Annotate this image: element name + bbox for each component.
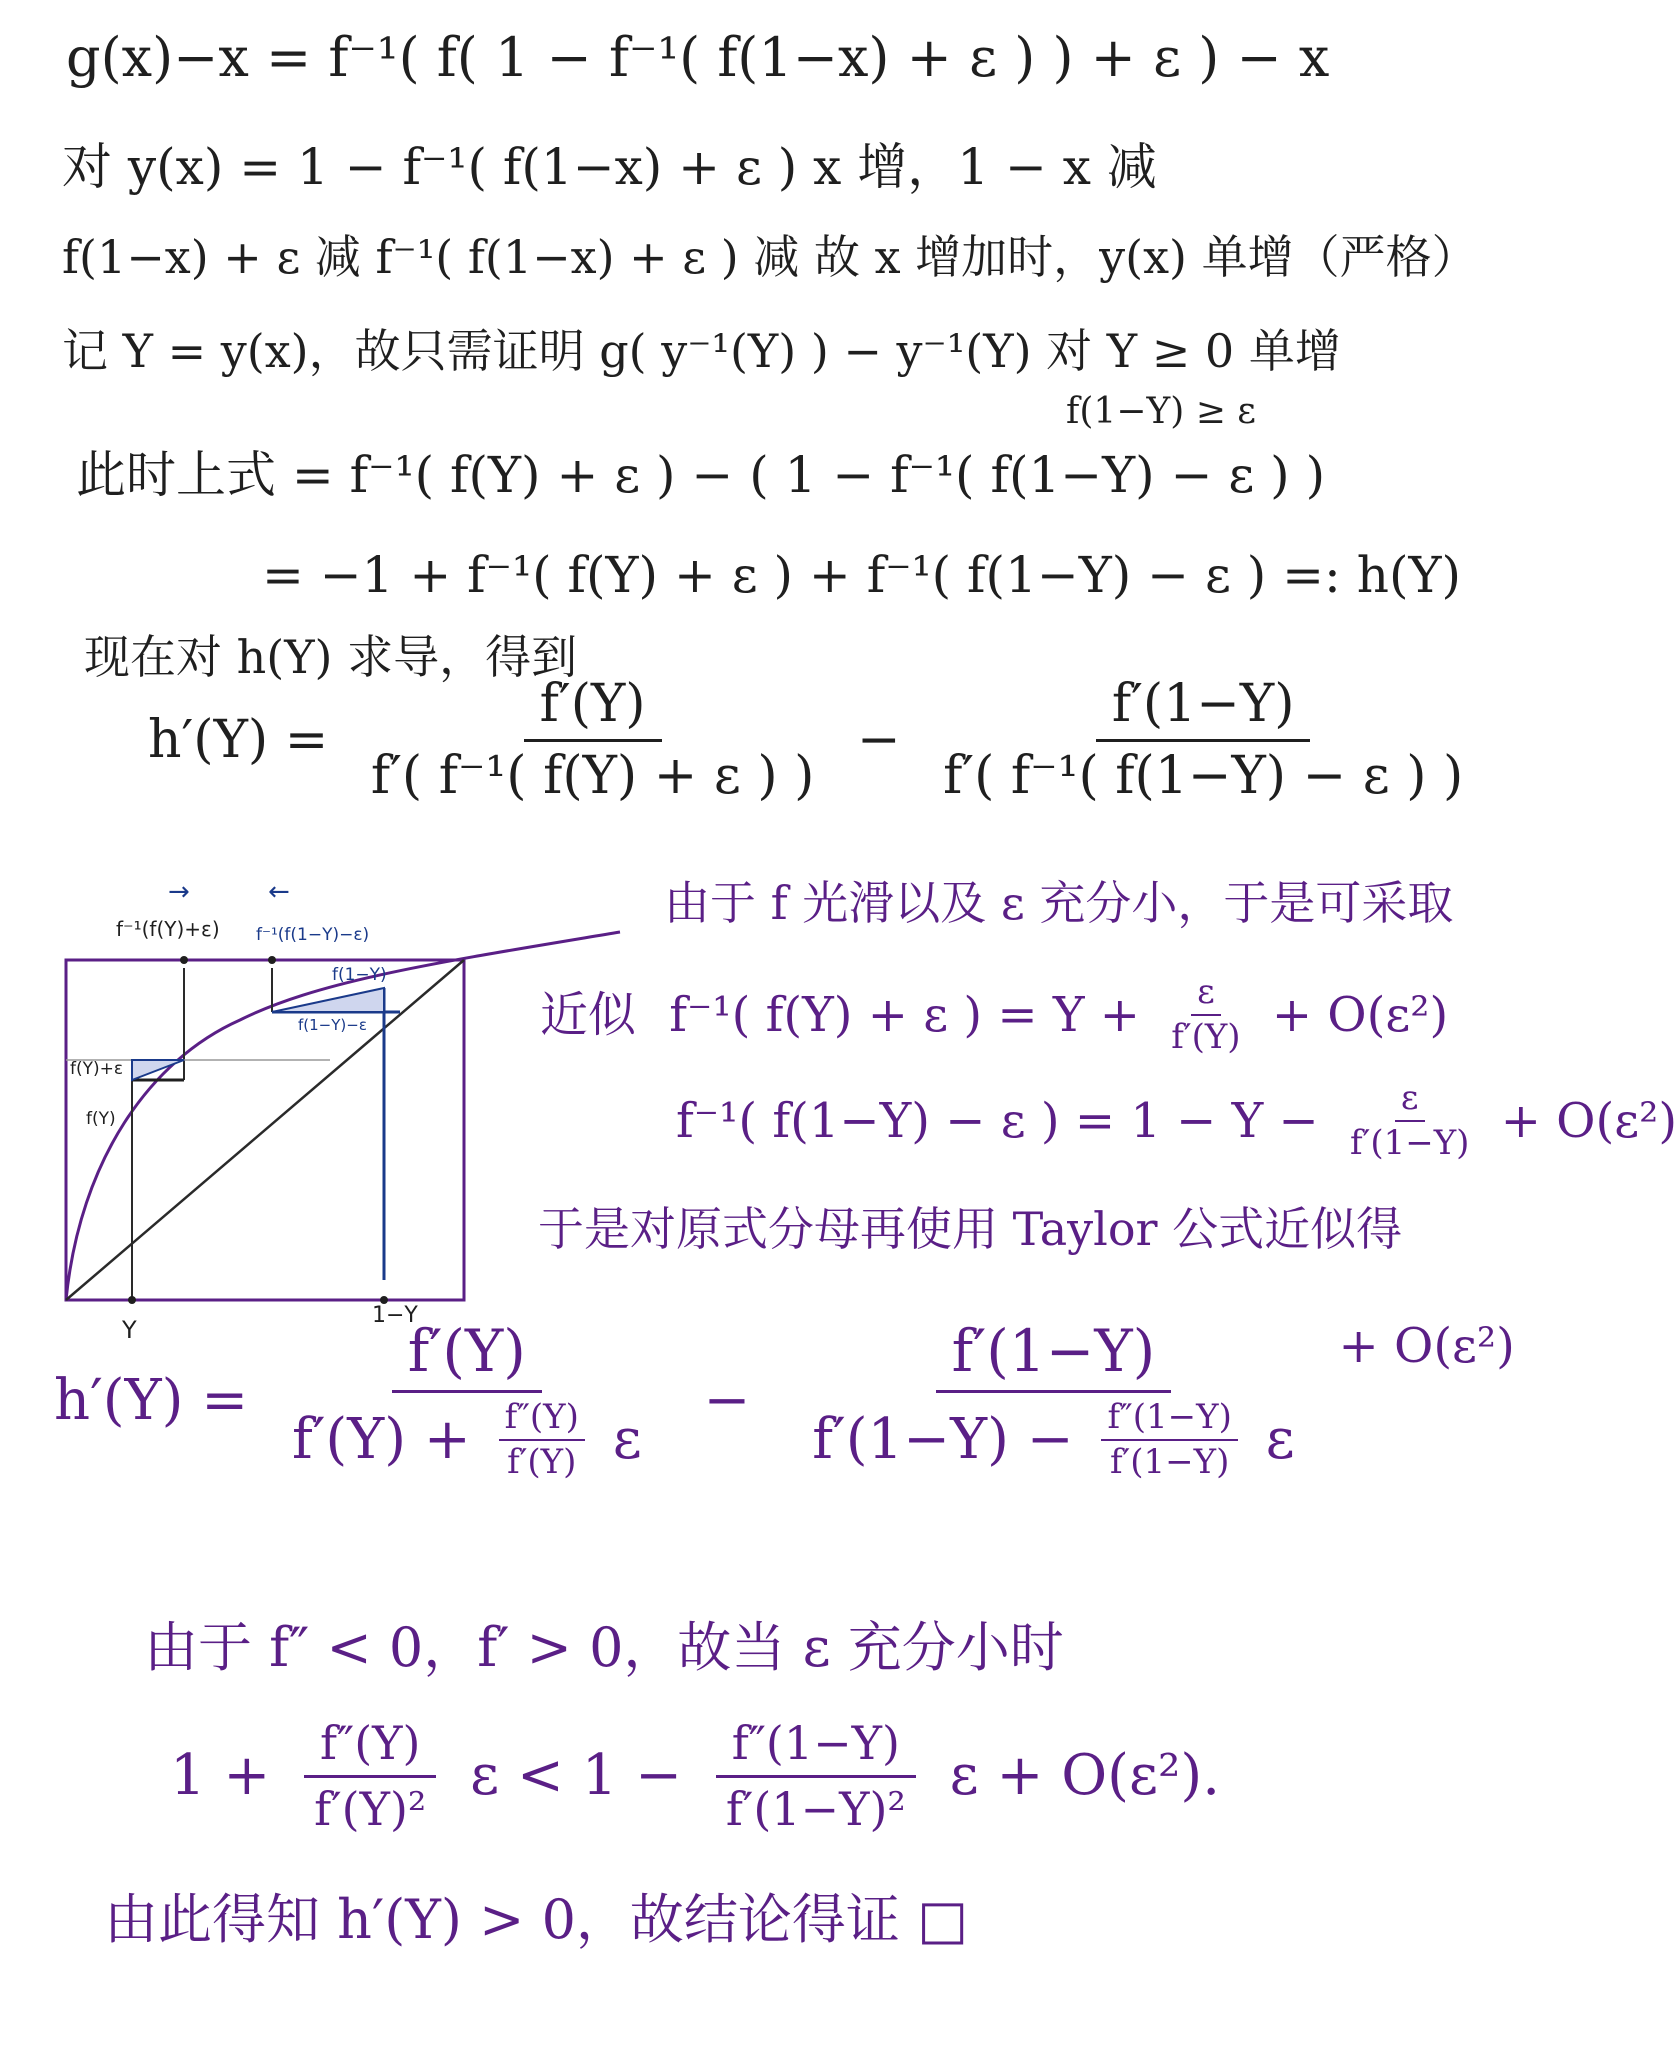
approx-1-frac — [1165, 974, 1246, 1057]
deriv2-den-2 — [796, 1393, 1310, 1482]
figure-label-Y: Y — [122, 1316, 137, 1344]
deriv2-den-1-frac — [499, 1396, 585, 1483]
approx-label: 近似 — [540, 986, 637, 1043]
ineq-b: ε < 1 − — [470, 1743, 683, 1809]
figure-curve-f — [66, 932, 620, 1300]
deriv1-frac-1 — [355, 676, 831, 805]
ineq-frac-1-num: f″(Y) — [304, 1718, 436, 1778]
deriv2-den-1-frac-den: f′(Y) — [507, 1442, 577, 1483]
deriv2-den-1-eps: ε — [612, 1407, 642, 1473]
deriv1-num-1: f′(Y) — [524, 676, 662, 742]
equation-gx: g(x)−x = f⁻¹( f( 1 − f⁻¹( f(1−x) + ε ) ) + ε ) − x — [66, 26, 1330, 89]
figure-label-1-Y: 1−Y — [372, 1303, 418, 1328]
deriv2-den-2-eps: ε — [1265, 1407, 1295, 1473]
text-taylor: 于是对原式分母再使用 Taylor 公式近似得 — [538, 1202, 1403, 1256]
approx-2 — [676, 1080, 1677, 1163]
approx-2-lhs: f⁻¹( f(1−Y) − ε ) = 1 − Y − — [676, 1092, 1319, 1149]
figure-label-mid-right: f(1−Y)−ε — [298, 1016, 367, 1034]
figure-label-left-lower: f(Y) — [86, 1109, 116, 1129]
figure-diagonal — [66, 960, 464, 1300]
equation-derivative-2 — [54, 1317, 1515, 1483]
ineq-frac-2 — [710, 1718, 922, 1834]
text-sign-condition: 由于 f″ < 0，f′ > 0，故当 ε 充分小时 — [144, 1616, 1064, 1679]
figure-label-top-right: f(1−Y) — [332, 965, 387, 985]
deriv2-minus: − — [703, 1367, 751, 1433]
deriv2-den-1-frac-num: f″(Y) — [499, 1399, 585, 1441]
figure-label-top-mid: f⁻¹(f(1−Y)−ε) — [256, 925, 370, 945]
deriv1-lhs: h′(Y) = — [148, 710, 329, 771]
figure-arrow-right: → — [168, 877, 190, 907]
equation-hY: = −1 + f⁻¹( f(Y) + ε ) + f⁻¹( f(1−Y) − ε ) =: h(Y) — [262, 546, 1462, 604]
approx-1-frac-num: ε — [1191, 974, 1221, 1016]
figure-arrow-left: ← — [268, 877, 290, 907]
figure-point-Y — [128, 1296, 136, 1304]
ineq-frac-2-den: f′(1−Y)² — [725, 1781, 906, 1836]
note-condition: f(1−Y) ≥ ε — [1066, 391, 1256, 432]
ineq-frac-1 — [298, 1718, 442, 1834]
deriv1-den-2: f′( f⁻¹( f(1−Y) − ε ) ) — [943, 746, 1464, 807]
deriv2-den-2-a: f′(1−Y) − — [812, 1407, 1074, 1473]
sketch-figure — [50, 877, 640, 1350]
figure-point-top-mid — [268, 956, 276, 964]
text-define-y: 对 y(x) = 1 − f⁻¹( f(1−x) + ε ) x 增，1 − x 减 — [62, 138, 1157, 196]
deriv1-den-1: f′( f⁻¹( f(Y) + ε ) ) — [370, 746, 815, 807]
deriv1-frac-2 — [927, 676, 1479, 805]
figure-label-top-left: f⁻¹(f(Y)+ε) — [116, 917, 220, 941]
text-reduce: 记 Y = y(x)，故只需证明 g( y⁻¹(Y) ) − y⁻¹(Y) 对 Y ≥ 0 单增 — [62, 324, 1341, 378]
text-conclusion: 由此得知 h′(Y) > 0，故结论得证 □ — [104, 1888, 969, 1951]
figure-point-top-left — [180, 956, 188, 964]
deriv2-frac-2 — [796, 1317, 1310, 1483]
deriv2-tail: + O(ε²) — [1338, 1318, 1515, 1374]
approx-2-frac-den: f′(1−Y) — [1350, 1123, 1470, 1164]
deriv2-den-2-frac-num: f″(1−Y) — [1101, 1399, 1237, 1441]
ineq-a: 1 + — [170, 1743, 271, 1809]
ineq-frac-1-den: f′(Y)² — [314, 1781, 427, 1836]
deriv2-den-2-frac-den: f′(1−Y) — [1109, 1442, 1230, 1483]
approx-1-tail: + O(ε²) — [1271, 986, 1449, 1043]
approx-1 — [540, 974, 1448, 1057]
approx-2-frac — [1344, 1080, 1475, 1163]
equation-expand: 此时上式 = f⁻¹( f(Y) + ε ) − ( 1 − f⁻¹( f(1−Y) − ε ) ) — [76, 446, 1326, 504]
ineq-frac-2-num: f″(1−Y) — [716, 1718, 916, 1778]
deriv2-den-2-frac — [1101, 1396, 1237, 1483]
inequality — [170, 1718, 1220, 1834]
deriv2-lhs: h′(Y) = — [54, 1367, 249, 1433]
approx-2-frac-num: ε — [1395, 1080, 1425, 1122]
deriv2-den-1 — [276, 1393, 658, 1482]
text-monotone: f(1−x) + ε 减 f⁻¹( f(1−x) + ε ) 减 故 x 增加时，y(x) 单增（严格） — [62, 230, 1478, 284]
deriv2-num-1: f′(Y) — [392, 1320, 542, 1393]
deriv2-den-1-a: f′(Y) + — [291, 1407, 471, 1473]
deriv2-frac-1 — [276, 1317, 658, 1483]
approx-2-tail: + O(ε²) — [1500, 1092, 1677, 1149]
figure-label-left-upper: f(Y)+ε — [70, 1059, 124, 1079]
deriv1-num-2: f′(1−Y) — [1096, 676, 1311, 742]
approx-1-frac-den: f′(Y) — [1171, 1017, 1241, 1058]
deriv2-num-2: f′(1−Y) — [936, 1320, 1172, 1393]
text-differentiate: 现在对 h(Y) 求导，得到 — [84, 630, 578, 684]
equation-derivative-1 — [148, 676, 1489, 805]
deriv1-minus: − — [856, 710, 901, 771]
ineq-c: ε + O(ε²). — [949, 1743, 1221, 1809]
text-smooth-approx: 由于 f 光滑以及 ε 充分小，于是可采取 — [664, 876, 1454, 930]
approx-1-lhs: f⁻¹( f(Y) + ε ) = Y + — [669, 986, 1140, 1043]
